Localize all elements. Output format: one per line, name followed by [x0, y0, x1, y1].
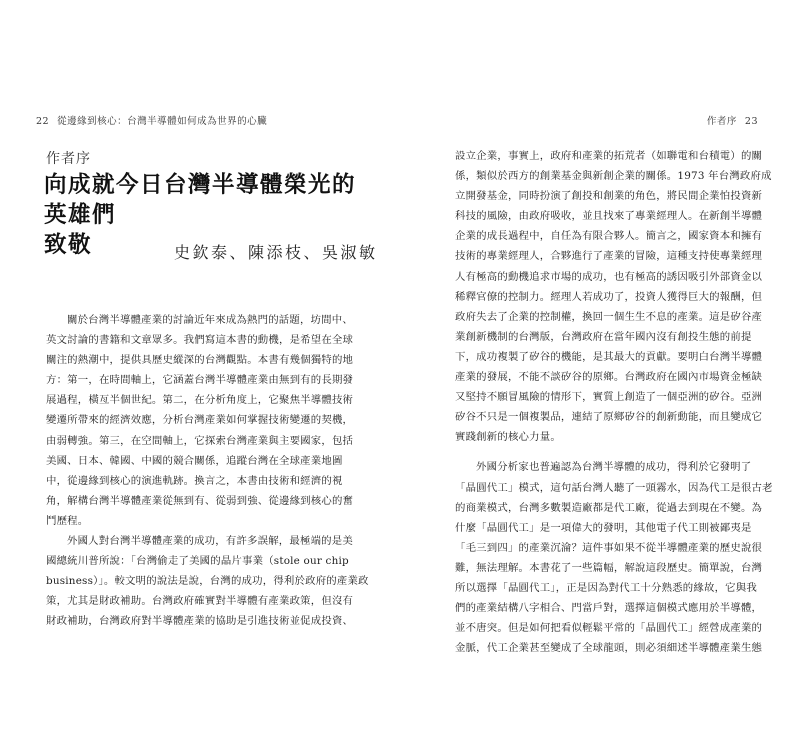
text-line: 人有極高的動機追求市場的成功，也有極高的誘因吸引外部資金以 [455, 270, 763, 283]
text-line: 難，無法理解。本書花了一些篇幅，解說這段歷史。簡單說，台灣 [455, 561, 763, 574]
page-number-right: 23 [744, 116, 758, 127]
text-line: 立開發基金，同時扮演了創投和創業的角色，將民間企業怕投資新 [455, 190, 763, 203]
right-body-text [455, 146, 773, 658]
text-line: business）」。較文明的說法是說，台灣的成功，得利於政府的產業政 [46, 575, 369, 588]
left-body-text [46, 310, 369, 632]
text-line: 變遷所帶來的經濟效應，分析台灣產業如何掌握技術變遷的契機， [46, 414, 354, 427]
text-line: 並不唐突。但是如何把看似輕鬆平常的「晶圓代工」經營成產業的 [455, 622, 763, 635]
page-number-left: 22 [36, 116, 50, 127]
text-line: 「毛三到四」的產業沉淪？這件事如果不從半導體產業的歷史說很 [455, 541, 763, 554]
text-line: 矽谷不只是一個複製品，連結了原鄉矽谷的創新動能，而且變成它 [455, 411, 763, 424]
text-line: 技術的專業經理人，合夥進行了產業的冒險，這種支持使專業經理 [455, 250, 763, 263]
section-header-right: 作者序 [706, 116, 737, 127]
chapter-title-line-2: 致敬 [44, 232, 93, 258]
text-line: 「晶圓代工」模式，這句話台灣人聽了一頭霧水，因為代工是很古老 [455, 481, 773, 494]
text-line: 的商業模式，台灣多數製造廠都是代工廠，從過去到現在不變。為 [455, 501, 763, 514]
text-line: 係，類似於西方的創業基金與新創企業的關係。1973 年台灣政府成 [455, 170, 772, 183]
section-label: 作者序 [46, 151, 91, 167]
text-line: 設立企業，事實上，政府和產業的拓荒者（如聯電和台積電）的關 [455, 150, 763, 162]
text-line: 什麼「晶圓代工」是一項偉大的發明，其他電子代工則被鄙夷是 [455, 521, 752, 534]
book-title-header: 從邊緣到核心：台灣半導體如何成為世界的心臟 [57, 116, 268, 127]
text-line: 財政補助，台灣政府對半導體產業的協助是引進技術並促成投資、 [46, 615, 354, 628]
text-line: 鬥歷程。 [46, 514, 89, 527]
text-line: 方：第一，在時間軸上，它涵蓋台灣半導體產業由無到有的長期發 [46, 374, 354, 387]
text-line: 業創新機制的台灣版，台灣政府在當年國內沒有創投生態的前提 [455, 330, 752, 343]
text-line: 產業的發展，不能不談矽谷的原鄉。台灣政府在國內市場資金極缺 [455, 371, 763, 384]
author-names: 史欽泰、陳添枝、吳淑敏 [174, 243, 378, 262]
text-line: 稀釋官僚的控制力。經理人若成功了，投資人獲得巨大的報酬，但 [455, 290, 763, 303]
text-line: 展過程，橫亙半個世紀。第二，在分析角度上，它聚焦半導體技術 [46, 394, 354, 407]
text-line: 政府失去了企業的控制權，換回一個生生不息的產業。這是矽谷產 [455, 310, 763, 323]
text-line: 所以選擇「晶圓代工」，正是因為對代工十分熟悉的緣故，它與我 [455, 581, 757, 594]
text-line: 們的產業結構八字相合、門當戶對，選擇這個模式應用於半導體， [455, 602, 763, 615]
text-line: 又堅持不願冒風險的情形下，實質上創造了一個亞洲的矽谷。亞洲 [455, 391, 763, 404]
text-line: 金脈，代工企業甚至變成了全球龍頭，則必須細述半導體產業生態 [455, 642, 763, 655]
text-line: 外國人對台灣半導體產業的成功，有許多誤解，最極端的是美 [67, 535, 353, 548]
text-line: 中，從邊緣到核心的演進軌跡。換言之，本書由技術和經濟的視 [46, 474, 343, 487]
text-line: 下，成功複製了矽谷的機能，是其最大的貢獻。要明白台灣半導體 [455, 350, 763, 363]
text-line: 策，尤其是財政補助。台灣政府確實對半導體有產業政策，但沒有 [46, 595, 354, 608]
text-line: 由弱轉強。第三，在空間軸上，它探索台灣產業與主要國家，包括 [46, 434, 354, 447]
text-line: 外國分析家也普遍認為台灣半導體的成功，得利於它發明了 [476, 461, 752, 474]
text-line: 科技的風險，由政府吸收，並且找來了專業經理人。在新創半導體 [455, 210, 763, 223]
text-line: 企業的成長過程中，自任為有限合夥人。簡言之，國家資本和擁有 [455, 230, 763, 243]
text-line: 英文討論的書籍和文章眾多。我們寫這本書的動機，是希望在全球 [46, 334, 354, 347]
paragraph-gap [455, 447, 765, 457]
chapter-title-line-1: 向成就今日台灣半導體榮光的英雄們 [44, 172, 357, 228]
text-line: 關於台灣半導體產業的討論近年來成為熱門的話題，坊間中、 [67, 314, 353, 326]
text-line: 關注的熱潮中，提供具歷史縱深的台灣觀點。本書有幾個獨特的地 [46, 354, 354, 367]
running-head-left [36, 113, 267, 127]
text-line: 實踐創新的核心力量。 [455, 431, 561, 444]
text-line: 國總統川普所說：「台灣偷走了美國的晶片事業（stole our chip [46, 555, 349, 568]
text-line: 角，解構台灣半導體產業從無到有、從弱到強、從邊緣到核心的奮 [46, 494, 354, 507]
running-head-right [707, 113, 758, 127]
text-line: 美國、日本、韓國、中國的競合關係，追蹤台灣在全球產業地圖 [46, 454, 343, 467]
